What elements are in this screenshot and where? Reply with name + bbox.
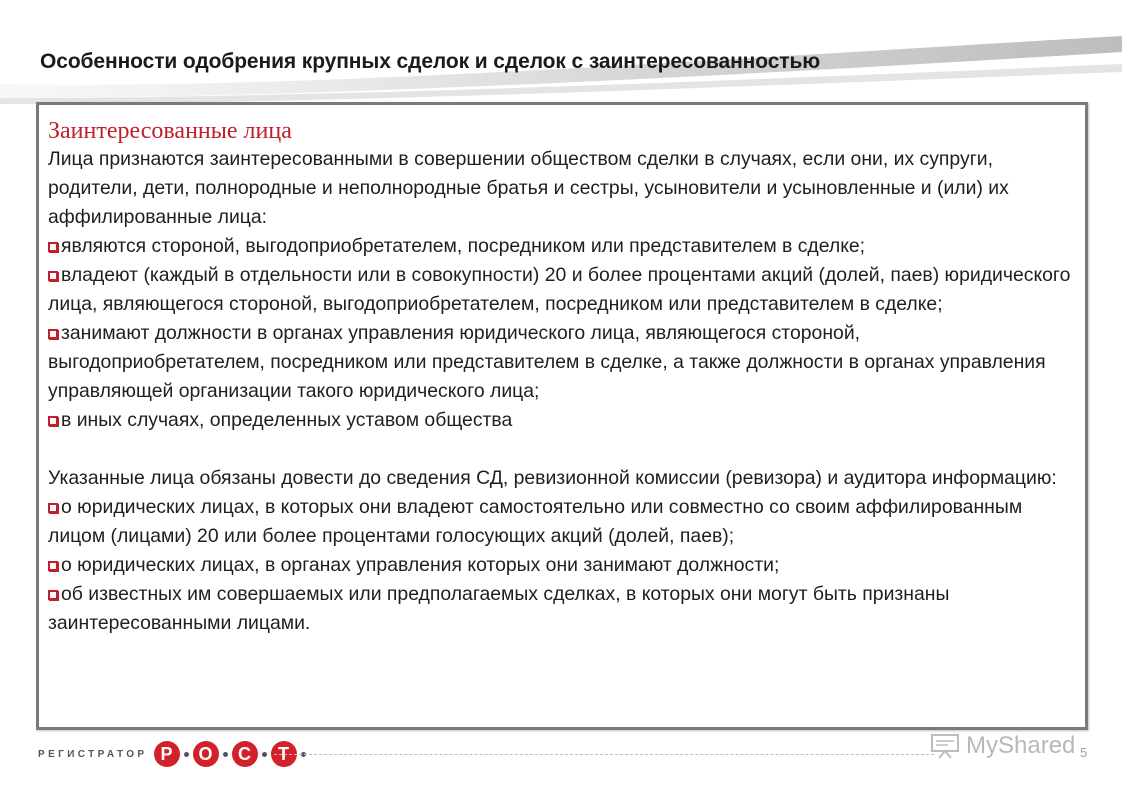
list-item-text: об известных им совершаемых или предполагаемых сделках, в которых они могут быть признаны заинтересованными лицами.	[48, 583, 950, 634]
checkbox-square-icon	[48, 590, 58, 600]
checkbox-square-icon	[48, 503, 58, 513]
list-item-text: в иных случаях, определенных уставом общества	[61, 409, 513, 431]
list-item	[48, 319, 1075, 406]
list-item-text: занимают должности в органах управления юридического лица, являющегося стороной, выгодоприобретателем, посредником или представителем в сделке, а также должности в органах управления управляющей организации такого юридического лица;	[48, 322, 1046, 402]
intro-paragraph: Лица признаются заинтересованными в совершении обществом сделки в случаях, если они, их супруги, родители, дети, полнородные и неполнородные братья и сестры, усыновители и усыновленные и (или) их аффилированные лица:	[48, 148, 1009, 228]
list-item	[48, 493, 1075, 551]
list-item	[48, 551, 1075, 580]
logo-dot	[262, 752, 267, 757]
logo-letter: С	[232, 741, 258, 767]
paragraph-spacer	[48, 435, 1075, 464]
logo-dot	[223, 752, 228, 757]
logo-letter: Р	[154, 741, 180, 767]
presentation-board-icon	[930, 733, 960, 759]
disclosure-list	[48, 493, 1075, 638]
content-box	[36, 102, 1088, 730]
interested-parties-list	[48, 232, 1075, 435]
logo-prefix: РЕГИСТРАТОР	[38, 748, 148, 760]
checkbox-square-icon	[48, 329, 58, 339]
obligation-paragraph: Указанные лица обязаны довести до сведения СД, ревизионной комиссии (ревизора) и аудитора информацию:	[48, 467, 1057, 489]
list-item-text: являются стороной, выгодоприобретателем, посредником или представителем в сделке;	[61, 235, 866, 257]
footer-divider	[274, 754, 934, 755]
slide-title: Особенности одобрения крупных сделок и сделок с заинтересованностью	[40, 50, 821, 73]
checkbox-square-icon	[48, 561, 58, 571]
checkbox-square-icon	[48, 271, 58, 281]
logo-dot	[184, 752, 189, 757]
checkbox-square-icon	[48, 416, 58, 426]
list-item	[48, 580, 1075, 638]
list-item-text: о юридических лицах, в которых они владеют самостоятельно или совместно со своим аффилированным лицом (лицами) 20 или более процентами голосующих акций (долей, паев);	[48, 496, 1023, 547]
list-item-text: о юридических лицах, в органах управления которых они занимают должности;	[61, 554, 780, 576]
list-item	[48, 261, 1075, 319]
company-logo	[38, 737, 310, 771]
list-item	[48, 232, 1075, 261]
checkbox-square-icon	[48, 242, 58, 252]
list-item	[48, 406, 1075, 435]
page-number: 5	[1080, 745, 1088, 760]
watermark-text: MyShared	[966, 732, 1076, 759]
logo-letter: Т	[271, 741, 297, 767]
watermark	[930, 732, 1075, 760]
section-heading: Заинтересованные лица	[48, 118, 292, 144]
list-item-text: владеют (каждый в отдельности или в совокупности) 20 и более процентами акций (долей, паев) юридического лица, являющегося стороной, выгодоприобретателем, посредником или представителем в сделке;	[48, 264, 1071, 315]
logo-letter: О	[193, 741, 219, 767]
